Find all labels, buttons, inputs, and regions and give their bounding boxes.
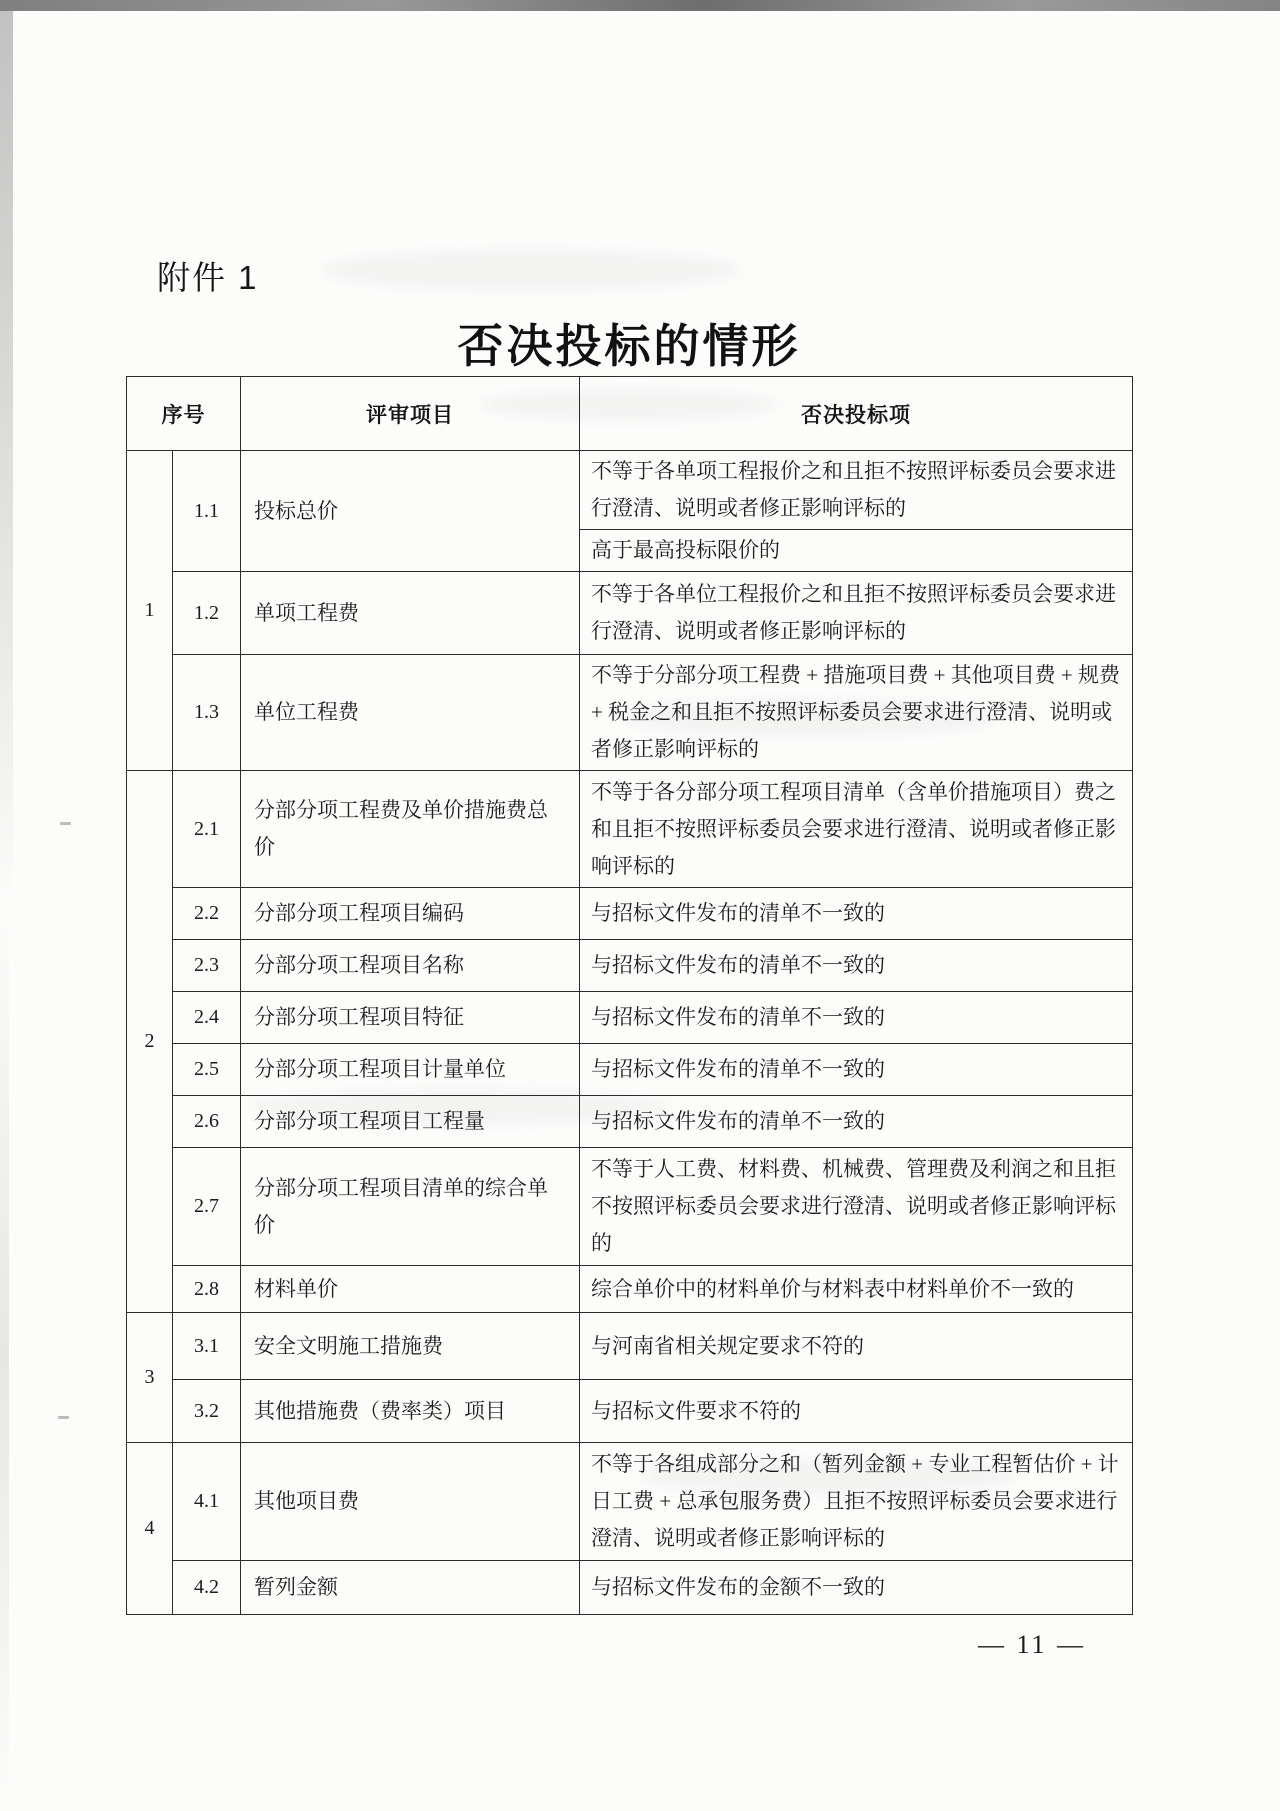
item-cell: 其他措施费（费率类）项目 [241,1380,580,1443]
table-row [127,1096,1133,1148]
group-number-cell: 2 [127,771,173,1313]
page-title: 否决投标的情形 [457,320,801,372]
header-serial: 序号 [127,377,241,451]
table-row [127,1044,1133,1096]
rejection-table [126,376,1133,1615]
table-row [127,888,1133,940]
scan-artifact [58,1416,69,1419]
rejection-cell: 不等于各组成部分之和（暂列金额 + 专业工程暂估价 + 计日工费 + 总承包服务费）且拒不按照评标委员会要求进行澄清、说明或者修正影响评标的 [580,1443,1133,1561]
row-number-cell: 2.1 [173,771,241,888]
item-cell: 分部分项工程项目清单的综合单价 [241,1148,580,1266]
item-cell: 其他项目费 [241,1443,580,1561]
row-number-cell: 4.1 [173,1443,241,1561]
rejection-cell: 与招标文件发布的清单不一致的 [580,1096,1133,1148]
group-number-cell: 3 [127,1313,173,1443]
row-number-cell: 3.2 [173,1380,241,1443]
item-cell: 分部分项工程项目特征 [241,992,580,1044]
row-number-cell: 2.7 [173,1148,241,1266]
scan-edge-left-lower [0,900,9,1811]
row-number-cell: 1.3 [173,655,241,771]
item-cell: 分部分项工程项目工程量 [241,1096,580,1148]
rejection-cell: 不等于各单位工程报价之和且拒不按照评标委员会要求进行澄清、说明或者修正影响评标的 [580,572,1133,655]
row-number-cell: 1.2 [173,572,241,655]
table-row [127,1380,1133,1443]
scan-edge-top [0,0,1280,11]
item-cell: 安全文明施工措施费 [241,1313,580,1380]
rejection-cell: 与招标文件发布的金额不一致的 [580,1561,1133,1615]
table-row [127,1561,1133,1615]
scan-artifact [320,250,740,290]
table-row [127,655,1133,771]
header-rejection: 否决投标项 [580,377,1133,451]
item-cell: 分部分项工程项目计量单位 [241,1044,580,1096]
item-cell: 单项工程费 [241,572,580,655]
rejection-cell: 高于最高投标限价的 [580,530,1133,572]
rejection-cell: 与招标文件要求不符的 [580,1380,1133,1443]
table-row [127,940,1133,992]
rejection-cell: 与河南省相关规定要求不符的 [580,1313,1133,1380]
rejection-cell: 与招标文件发布的清单不一致的 [580,1044,1133,1096]
rejection-cell: 与招标文件发布的清单不一致的 [580,888,1133,940]
table-row [127,1443,1133,1561]
rejection-cell: 不等于人工费、材料费、机械费、管理费及利润之和且拒不按照评标委员会要求进行澄清、说明或者修正影响评标的 [580,1148,1133,1266]
item-cell: 分部分项工程费及单价措施费总价 [241,771,580,888]
item-cell: 单位工程费 [241,655,580,771]
item-cell: 暂列金额 [241,1561,580,1615]
row-number-cell: 2.6 [173,1096,241,1148]
table-row [127,451,1133,530]
rejection-cell: 与招标文件发布的清单不一致的 [580,992,1133,1044]
row-number-cell: 4.2 [173,1561,241,1615]
header-item: 评审项目 [241,377,580,451]
scan-edge-left [0,11,13,911]
rejection-cell: 综合单价中的材料单价与材料表中材料单价不一致的 [580,1266,1133,1313]
row-number-cell: 2.3 [173,940,241,992]
row-number-cell: 2.8 [173,1266,241,1313]
row-number-cell: 1.1 [173,451,241,572]
row-number-cell: 2.2 [173,888,241,940]
scan-artifact [60,822,71,825]
page-number: — 11 — [978,1630,1087,1659]
table-row [127,771,1133,888]
rejection-cell: 不等于各分部分项工程项目清单（含单价措施项目）费之和且拒不按照评标委员会要求进行澄清、说明或者修正影响评标的 [580,771,1133,888]
table-row [127,992,1133,1044]
table-row [127,1266,1133,1313]
table-row [127,572,1133,655]
attachment-label: 附件 1 [157,259,259,296]
item-cell: 分部分项工程项目编码 [241,888,580,940]
item-cell: 投标总价 [241,451,580,572]
item-cell: 分部分项工程项目名称 [241,940,580,992]
row-number-cell: 3.1 [173,1313,241,1380]
rejection-cell: 与招标文件发布的清单不一致的 [580,940,1133,992]
rejection-cell: 不等于分部分项工程费 + 措施项目费 + 其他项目费 + 规费 + 税金之和且拒不按照评标委员会要求进行澄清、说明或者修正影响评标的 [580,655,1133,771]
group-number-cell: 1 [127,451,173,771]
group-number-cell: 4 [127,1443,173,1615]
table-row [127,1148,1133,1266]
table-row [127,1313,1133,1380]
item-cell: 材料单价 [241,1266,580,1313]
rejection-cell: 不等于各单项工程报价之和且拒不按照评标委员会要求进行澄清、说明或者修正影响评标的 [580,451,1133,530]
row-number-cell: 2.5 [173,1044,241,1096]
table-header-row [127,377,1133,451]
row-number-cell: 2.4 [173,992,241,1044]
